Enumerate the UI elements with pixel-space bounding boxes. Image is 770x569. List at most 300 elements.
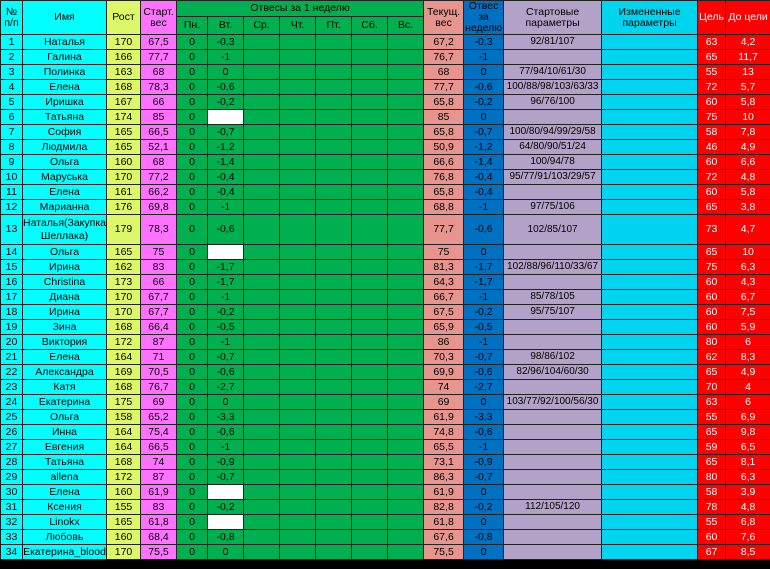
row-num: 27 <box>1 440 23 455</box>
row-sun <box>388 545 424 560</box>
row-name: Виктория <box>23 335 107 350</box>
row-start-weight: 67,5 <box>141 35 177 50</box>
row-to-goal: 6 <box>726 395 770 410</box>
row-wed <box>244 320 280 335</box>
row-height: 160 <box>107 530 141 545</box>
row-goal: 60 <box>698 275 726 290</box>
row-start-params: 96/76/100 <box>504 95 602 110</box>
row-height: 161 <box>107 185 141 200</box>
row-wed <box>244 305 280 320</box>
row-sat <box>352 290 388 305</box>
row-tue <box>208 485 244 500</box>
row-sat <box>352 200 388 215</box>
row-fri <box>316 410 352 425</box>
row-thu <box>280 425 316 440</box>
row-mon: 0 <box>177 320 208 335</box>
row-num: 28 <box>1 455 23 470</box>
row-sun <box>388 110 424 125</box>
row-start-params <box>504 530 602 545</box>
row-fri <box>316 515 352 530</box>
row-current-weight: 68 <box>424 65 464 80</box>
row-mon: 0 <box>177 185 208 200</box>
row-name: Наталья(Закупка Шеллака) <box>23 215 107 245</box>
row-to-goal: 6,3 <box>726 260 770 275</box>
row-start-weight: 83 <box>141 500 177 515</box>
row-wed <box>244 35 280 50</box>
row-to-goal: 7,5 <box>726 305 770 320</box>
row-height: 169 <box>107 365 141 380</box>
row-start-weight: 69,8 <box>141 200 177 215</box>
table-row <box>1 155 770 170</box>
row-tue: -0,9 <box>208 455 244 470</box>
header-day-tue: Вт. <box>208 17 244 35</box>
row-mon: 0 <box>177 290 208 305</box>
table-row <box>1 305 770 320</box>
row-fri <box>316 365 352 380</box>
table-row <box>1 125 770 140</box>
row-tue: 0 <box>208 545 244 560</box>
row-start-weight: 61,9 <box>141 485 177 500</box>
table-row <box>1 140 770 155</box>
row-wed <box>244 485 280 500</box>
row-height: 173 <box>107 275 141 290</box>
row-goal: 60 <box>698 530 726 545</box>
row-sat <box>352 260 388 275</box>
header-day-fri: Пт. <box>316 17 352 35</box>
header-goal: Цель <box>698 1 726 35</box>
row-to-goal: 6,6 <box>726 155 770 170</box>
row-current-weight: 67,6 <box>424 530 464 545</box>
row-thu <box>280 515 316 530</box>
row-start-params: 95/75/107 <box>504 305 602 320</box>
row-goal: 46 <box>698 140 726 155</box>
row-week-loss: -0,6 <box>464 425 504 440</box>
row-fri <box>316 245 352 260</box>
row-wed <box>244 365 280 380</box>
row-fri <box>316 545 352 560</box>
row-name: Ольга <box>23 245 107 260</box>
row-thu <box>280 350 316 365</box>
row-sun <box>388 455 424 470</box>
row-tue <box>208 110 244 125</box>
row-start-weight: 68 <box>141 155 177 170</box>
row-start-params <box>504 485 602 500</box>
row-wed <box>244 50 280 65</box>
row-changed-params <box>602 245 698 260</box>
row-fri <box>316 95 352 110</box>
row-week-loss: 0 <box>464 65 504 80</box>
row-height: 170 <box>107 290 141 305</box>
row-to-goal: 4 <box>726 380 770 395</box>
row-tue: -1,7 <box>208 260 244 275</box>
row-to-goal: 6,5 <box>726 440 770 455</box>
row-start-weight: 75,4 <box>141 425 177 440</box>
row-mon: 0 <box>177 440 208 455</box>
row-mon: 0 <box>177 365 208 380</box>
row-fri <box>316 185 352 200</box>
row-goal: 60 <box>698 185 726 200</box>
row-height: 163 <box>107 65 141 80</box>
row-thu <box>280 260 316 275</box>
row-tue: -0,7 <box>208 125 244 140</box>
header-current-weight: Текущ. вес <box>424 1 464 35</box>
row-mon: 0 <box>177 335 208 350</box>
row-sat <box>352 395 388 410</box>
row-start-weight: 67,7 <box>141 305 177 320</box>
row-goal: 72 <box>698 80 726 95</box>
row-sat <box>352 440 388 455</box>
row-mon: 0 <box>177 95 208 110</box>
row-wed <box>244 500 280 515</box>
row-num: 5 <box>1 95 23 110</box>
row-mon: 0 <box>177 515 208 530</box>
row-name: Екатерина <box>23 395 107 410</box>
row-week-loss: -3,3 <box>464 410 504 425</box>
row-name: Любовь <box>23 530 107 545</box>
row-to-goal: 13 <box>726 65 770 80</box>
row-start-weight: 68,4 <box>141 530 177 545</box>
row-height: 164 <box>107 425 141 440</box>
row-to-goal: 6,3 <box>726 470 770 485</box>
table-row <box>1 320 770 335</box>
row-name: Марианна <box>23 200 107 215</box>
row-sun <box>388 410 424 425</box>
row-num: 14 <box>1 245 23 260</box>
row-goal: 58 <box>698 125 726 140</box>
table-row <box>1 35 770 50</box>
row-sat <box>352 65 388 80</box>
row-start-weight: 66 <box>141 275 177 290</box>
row-start-params <box>504 515 602 530</box>
row-start-params: 100/88/98/103/63/33 <box>504 80 602 95</box>
row-mon: 0 <box>177 275 208 290</box>
row-wed <box>244 95 280 110</box>
row-thu <box>280 395 316 410</box>
row-sat <box>352 125 388 140</box>
row-num: 8 <box>1 140 23 155</box>
row-tue: -0,5 <box>208 320 244 335</box>
row-mon: 0 <box>177 260 208 275</box>
row-changed-params <box>602 305 698 320</box>
row-thu <box>280 80 316 95</box>
row-to-goal: 7,8 <box>726 125 770 140</box>
row-changed-params <box>602 470 698 485</box>
row-current-weight: 73,1 <box>424 455 464 470</box>
row-name: Ольга <box>23 410 107 425</box>
row-changed-params <box>602 350 698 365</box>
table-row <box>1 290 770 305</box>
table-row <box>1 65 770 80</box>
row-changed-params <box>602 80 698 95</box>
table-row <box>1 545 770 560</box>
row-tue: -0,6 <box>208 215 244 245</box>
row-current-weight: 61,8 <box>424 515 464 530</box>
row-sat <box>352 275 388 290</box>
row-current-weight: 66,7 <box>424 290 464 305</box>
row-sun <box>388 155 424 170</box>
row-name: allena <box>23 470 107 485</box>
row-fri <box>316 320 352 335</box>
row-height: 170 <box>107 170 141 185</box>
row-to-goal: 8,1 <box>726 455 770 470</box>
row-start-params <box>504 245 602 260</box>
row-to-goal: 4,8 <box>726 170 770 185</box>
row-num: 25 <box>1 410 23 425</box>
row-goal: 58 <box>698 485 726 500</box>
table-row <box>1 110 770 125</box>
row-changed-params <box>602 515 698 530</box>
row-goal: 55 <box>698 515 726 530</box>
row-sun <box>388 500 424 515</box>
row-current-weight: 82,8 <box>424 500 464 515</box>
row-wed <box>244 515 280 530</box>
row-fri <box>316 260 352 275</box>
row-num: 2 <box>1 50 23 65</box>
row-sun <box>388 530 424 545</box>
row-name: Полинка <box>23 65 107 80</box>
row-tue: -0,7 <box>208 350 244 365</box>
row-num: 34 <box>1 545 23 560</box>
row-sun <box>388 425 424 440</box>
row-start-params <box>504 275 602 290</box>
row-changed-params <box>602 425 698 440</box>
row-week-loss: -0,7 <box>464 470 504 485</box>
row-week-loss: 0 <box>464 110 504 125</box>
table-row <box>1 80 770 95</box>
row-wed <box>244 425 280 440</box>
row-start-weight: 66,5 <box>141 125 177 140</box>
row-name: Ксения <box>23 500 107 515</box>
row-changed-params <box>602 125 698 140</box>
row-week-loss: -0,6 <box>464 215 504 245</box>
row-start-weight: 69 <box>141 395 177 410</box>
row-start-params: 82/96/104/60/30 <box>504 365 602 380</box>
row-name: Зина <box>23 320 107 335</box>
row-week-loss: 0 <box>464 485 504 500</box>
row-height: 170 <box>107 305 141 320</box>
row-week-loss: -1 <box>464 440 504 455</box>
row-num: 4 <box>1 80 23 95</box>
row-week-loss: 0 <box>464 245 504 260</box>
row-num: 19 <box>1 320 23 335</box>
row-changed-params <box>602 260 698 275</box>
row-mon: 0 <box>177 410 208 425</box>
table-row <box>1 215 770 245</box>
row-week-loss: -0,4 <box>464 170 504 185</box>
row-to-goal: 5,7 <box>726 80 770 95</box>
row-goal: 60 <box>698 305 726 320</box>
row-start-params: 64/80/90/51/24 <box>504 140 602 155</box>
header-to-goal: До цели <box>726 1 770 35</box>
row-tue: -1,4 <box>208 155 244 170</box>
row-sat <box>352 80 388 95</box>
row-name: Ольга <box>23 155 107 170</box>
row-thu <box>280 95 316 110</box>
row-goal: 75 <box>698 110 726 125</box>
row-changed-params <box>602 65 698 80</box>
row-changed-params <box>602 500 698 515</box>
row-current-weight: 65,8 <box>424 185 464 200</box>
row-sat <box>352 425 388 440</box>
row-goal: 60 <box>698 320 726 335</box>
row-wed <box>244 245 280 260</box>
row-current-weight: 67,2 <box>424 35 464 50</box>
row-week-loss: -0,7 <box>464 350 504 365</box>
row-name: Катя <box>23 380 107 395</box>
row-height: 158 <box>107 410 141 425</box>
row-sun <box>388 65 424 80</box>
row-wed <box>244 470 280 485</box>
row-week-loss: -0,2 <box>464 95 504 110</box>
table-row <box>1 425 770 440</box>
row-name: Елена <box>23 350 107 365</box>
row-changed-params <box>602 110 698 125</box>
row-thu <box>280 290 316 305</box>
row-sun <box>388 50 424 65</box>
row-num: 32 <box>1 515 23 530</box>
row-height: 170 <box>107 545 141 560</box>
row-changed-params <box>602 290 698 305</box>
row-sat <box>352 470 388 485</box>
row-current-weight: 74 <box>424 380 464 395</box>
row-goal: 62 <box>698 350 726 365</box>
table-row <box>1 350 770 365</box>
row-start-weight: 85 <box>141 110 177 125</box>
row-num: 3 <box>1 65 23 80</box>
row-changed-params <box>602 155 698 170</box>
row-name: Ирина <box>23 305 107 320</box>
row-sat <box>352 485 388 500</box>
row-thu <box>280 140 316 155</box>
header-row <box>1 1 770 17</box>
row-name: Елена <box>23 485 107 500</box>
row-thu <box>280 35 316 50</box>
table-row <box>1 185 770 200</box>
row-sun <box>388 350 424 365</box>
row-fri <box>316 455 352 470</box>
row-mon: 0 <box>177 305 208 320</box>
row-changed-params <box>602 485 698 500</box>
row-fri <box>316 425 352 440</box>
row-changed-params <box>602 35 698 50</box>
row-height: 168 <box>107 80 141 95</box>
row-fri <box>316 170 352 185</box>
row-wed <box>244 530 280 545</box>
row-height: 179 <box>107 215 141 245</box>
row-sat <box>352 515 388 530</box>
header-week-loss: Отвес за неделю <box>465 0 503 35</box>
row-thu <box>280 440 316 455</box>
row-goal: 65 <box>698 425 726 440</box>
row-mon: 0 <box>177 170 208 185</box>
row-sat <box>352 185 388 200</box>
table-row <box>1 515 770 530</box>
row-tue <box>208 245 244 260</box>
row-changed-params <box>602 275 698 290</box>
row-start-params: 98/86/102 <box>504 350 602 365</box>
row-current-weight: 64,3 <box>424 275 464 290</box>
row-start-params: 95/77/91/103/29/57 <box>504 170 602 185</box>
row-mon: 0 <box>177 65 208 80</box>
row-goal: 65 <box>698 200 726 215</box>
row-sun <box>388 95 424 110</box>
row-fri <box>316 215 352 245</box>
row-sat <box>352 350 388 365</box>
row-sun <box>388 485 424 500</box>
row-current-weight: 66,6 <box>424 155 464 170</box>
row-sat <box>352 155 388 170</box>
row-height: 172 <box>107 470 141 485</box>
row-mon: 0 <box>177 50 208 65</box>
table-row <box>1 410 770 425</box>
table-row <box>1 485 770 500</box>
row-start-weight: 75 <box>141 245 177 260</box>
row-sun <box>388 260 424 275</box>
row-fri <box>316 530 352 545</box>
row-goal: 80 <box>698 470 726 485</box>
row-week-loss: -2,7 <box>464 380 504 395</box>
row-week-loss: -1,7 <box>464 275 504 290</box>
row-current-weight: 65,9 <box>424 320 464 335</box>
row-sat <box>352 50 388 65</box>
row-start-weight: 66,4 <box>141 320 177 335</box>
header-day-mon: Пн. <box>177 17 208 35</box>
row-thu <box>280 125 316 140</box>
row-to-goal: 11,7 <box>726 50 770 65</box>
row-num: 16 <box>1 275 23 290</box>
row-week-loss: -0,7 <box>464 125 504 140</box>
row-wed <box>244 140 280 155</box>
row-start-params <box>504 380 602 395</box>
row-week-loss: -1,7 <box>464 260 504 275</box>
row-mon: 0 <box>177 485 208 500</box>
row-thu <box>280 50 316 65</box>
row-sun <box>388 440 424 455</box>
row-sat <box>352 455 388 470</box>
row-fri <box>316 500 352 515</box>
row-height: 165 <box>107 245 141 260</box>
row-to-goal: 6 <box>726 335 770 350</box>
row-num: 18 <box>1 305 23 320</box>
row-sun <box>388 275 424 290</box>
row-start-params <box>504 455 602 470</box>
row-week-loss: -0,4 <box>464 185 504 200</box>
row-name: Инна <box>23 425 107 440</box>
row-name: Елена <box>23 80 107 95</box>
row-start-weight: 66 <box>141 95 177 110</box>
header-week: Отвесы за 1 неделю <box>177 1 424 17</box>
row-goal: 63 <box>698 395 726 410</box>
row-fri <box>316 305 352 320</box>
table-row <box>1 245 770 260</box>
row-name: Наталья <box>23 35 107 50</box>
row-thu <box>280 110 316 125</box>
row-num: 9 <box>1 155 23 170</box>
row-fri <box>316 200 352 215</box>
row-sun <box>388 470 424 485</box>
row-height: 165 <box>107 125 141 140</box>
table-row <box>1 395 770 410</box>
row-sat <box>352 170 388 185</box>
row-fri <box>316 470 352 485</box>
row-start-params <box>504 50 602 65</box>
row-mon: 0 <box>177 200 208 215</box>
row-start-weight: 77,2 <box>141 170 177 185</box>
header-changed-params: Измененные параметры <box>602 1 698 35</box>
row-thu <box>280 200 316 215</box>
row-goal: 78 <box>698 500 726 515</box>
row-to-goal: 5,8 <box>726 185 770 200</box>
